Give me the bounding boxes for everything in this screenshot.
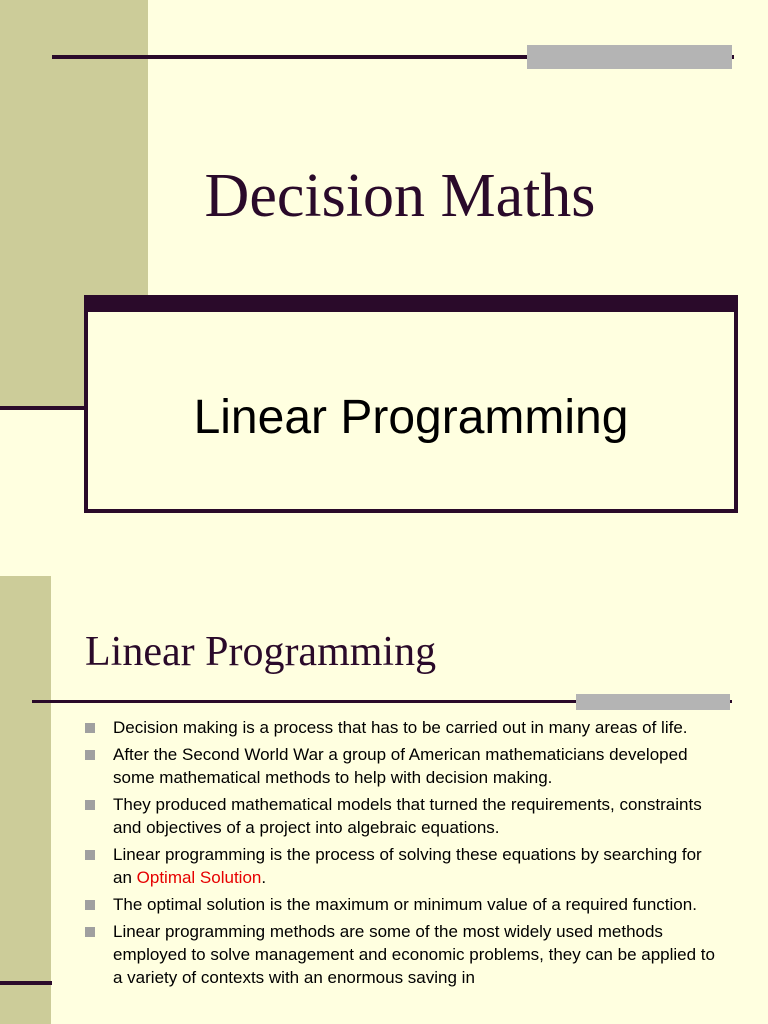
sidebar-band: [0, 576, 51, 1024]
gray-accent-bar: [527, 45, 732, 69]
bullet-item: [84, 843, 724, 889]
gray-square-bullet-icon: [85, 750, 95, 760]
bullet-text: Decision making is a process that has to be carried out in many areas of life.: [113, 718, 688, 737]
gray-square-bullet-icon: [85, 927, 95, 937]
bullet-text: Linear programming methods are some of the most widely used methods employed to solve management and economic problems, they can be applied to a variety of contexts with an enormous saving in: [113, 922, 715, 987]
bullet-list: [84, 716, 724, 993]
gray-square-bullet-icon: [85, 723, 95, 733]
bullet-item: [84, 716, 724, 739]
gray-accent-bar: [576, 694, 730, 710]
side-rule: [0, 406, 88, 410]
slide-separator: [0, 548, 768, 576]
bullet-item: [84, 893, 724, 916]
subtitle-box: [84, 295, 738, 513]
bullet-item: [84, 920, 724, 989]
slide-subtitle: Linear Programming: [193, 391, 629, 444]
bullet-item: [84, 793, 724, 839]
bullet-text-pre: Linear programming is the process of solving these equations by searching for an: [113, 845, 702, 887]
bullet-text-post: .: [261, 868, 267, 887]
bullet-item: [84, 743, 724, 789]
side-rule: [0, 981, 52, 985]
gray-square-bullet-icon: [85, 900, 95, 910]
content-slide: [0, 576, 768, 1024]
slide-title: Decision Maths: [204, 162, 596, 230]
slide-heading: Linear Programming: [85, 629, 437, 675]
bullet-text: The optimal solution is the maximum or minimum value of a required function.: [113, 895, 697, 914]
gray-square-bullet-icon: [85, 850, 95, 860]
bullet-text: After the Second World War a group of American mathematicians developed some mathematical methods to help with decision making.: [113, 745, 688, 787]
optimal-solution-highlight: Optimal Solution: [136, 868, 262, 887]
gray-square-bullet-icon: [85, 800, 95, 810]
bullet-text: They produced mathematical models that turned the requirements, constraints and objectives of a project into algebraic equations.: [113, 795, 702, 837]
